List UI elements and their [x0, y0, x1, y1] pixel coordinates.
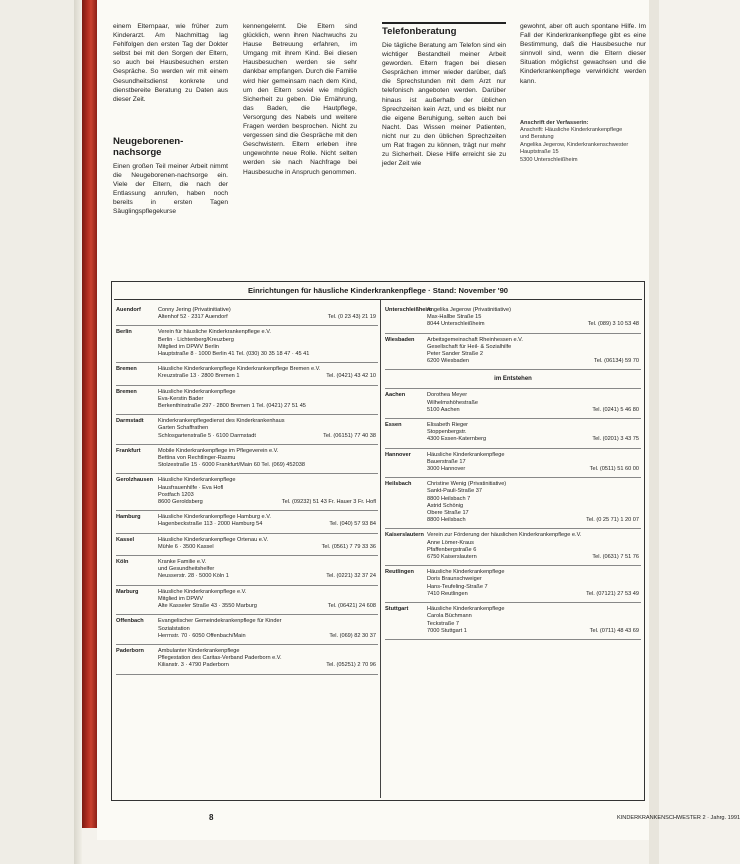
- entry-city: Bremen: [116, 388, 137, 395]
- entry-phone: Tel. (0 25 71) 1 20 07: [586, 517, 639, 524]
- author-address-line: und Beratung: [520, 134, 554, 141]
- entry-details: [158, 418, 378, 440]
- entry-phone: Tel. (089) 3 10 53 48: [587, 321, 639, 328]
- table-row: [116, 415, 378, 445]
- entry-line: Elisabeth Rieger: [427, 422, 469, 429]
- entry-line: Christine Wenig (Privatinitiative): [427, 481, 507, 488]
- entry-phone: Tel. (0241) 5 46 80: [592, 406, 639, 413]
- entry-details: [158, 477, 378, 506]
- entry-city: Essen: [385, 422, 402, 429]
- table-row: [116, 534, 378, 556]
- entry-city: Paderborn: [116, 647, 144, 654]
- table-row: [385, 603, 641, 640]
- entry-line: Mitglied im DPWV Berlin: [158, 343, 219, 350]
- entry-line: Mühle 6 · 3500 Kassel: [158, 543, 214, 550]
- journal-footer: KINDERKRANKENSCHWESTER 2 · Jahrg. 1991: [617, 815, 740, 821]
- article-column-2: [243, 22, 357, 177]
- entry-line: Eva-Kerstin Bader: [158, 395, 204, 402]
- table-row: [385, 566, 641, 603]
- entry-details: [158, 448, 378, 470]
- entry-line: Mobile Kinderkrankenpflege im Pflegeverein e.V.: [158, 447, 279, 454]
- entry-city: Kassel: [116, 536, 135, 543]
- entry-phone: Tel. (05251) 2 70 96: [326, 662, 376, 669]
- entry-line: 8044 Unterschleißheim: [427, 321, 485, 328]
- entry-city: Auendorf: [116, 307, 141, 313]
- entry-city: Bremen: [116, 366, 137, 373]
- entry-phone: Tel. (0711) 48 43 69: [589, 627, 639, 634]
- entry-line: 3000 Hannover: [427, 466, 466, 473]
- directory-table: [111, 281, 645, 801]
- table-row: [385, 478, 641, 529]
- entry-phone: Tel. (0 23 43) 21 19: [327, 314, 376, 321]
- author-address: [520, 120, 646, 164]
- entry-line: Schlosgartenstraße 5 · 6100 Darmstadt: [158, 432, 256, 439]
- table-row: [116, 556, 378, 586]
- entry-details: [427, 392, 641, 414]
- entry-line: Kranke Familie e.V.: [158, 559, 207, 566]
- entry-line: Angelika Jegerow (Privatinitiative): [427, 307, 511, 313]
- entry-details: [158, 589, 378, 611]
- table-row: [385, 449, 641, 479]
- scan-background: [0, 0, 74, 864]
- entry-line: 8800 Heilsbach 7: [427, 495, 471, 502]
- entry-details: [158, 307, 378, 321]
- entry-line: Berlin · Lichtenberg/Kreuzberg: [158, 336, 234, 343]
- entry-phone: Tel. (0421) 43 42 10: [326, 373, 376, 380]
- entry-line: 6200 Wiesbaden: [427, 358, 469, 365]
- entry-city: Berlin: [116, 329, 132, 336]
- entry-city: Stuttgart: [385, 606, 409, 613]
- entry-phone: Tel. (0201) 3 43 75: [592, 436, 639, 443]
- binding-spine: [82, 0, 97, 828]
- entry-line: Stoppenbergstr.: [427, 429, 467, 436]
- entry-details: [158, 648, 378, 670]
- entry-line: Bettina von Rechtlinger-Rasmu: [158, 455, 236, 462]
- page-shadow: [74, 0, 82, 864]
- entry-line: Arbeitsgemeinschaft Rheinhessen e.V.: [427, 336, 523, 343]
- entry-phone: Tel. (06421) 24 608: [327, 603, 376, 610]
- section-label: im Entstehen: [385, 370, 641, 389]
- entry-line: Gesellschaft für Heil- & Sozialhilfe: [427, 343, 512, 350]
- table-row: [116, 386, 378, 416]
- table-row: [385, 389, 641, 419]
- entry-phone: Tel. (069) 82 30 37: [329, 632, 376, 639]
- entry-line: Obere Straße 17: [427, 510, 469, 517]
- entry-details: [427, 452, 641, 474]
- table-title: Einrichtungen für häusliche Kinderkrankenpflege · Stand: November '90: [247, 286, 509, 295]
- table-row: [116, 326, 378, 363]
- entry-line: Evangelischer Gemeindekrankenpflege für Kinder: [158, 618, 282, 625]
- entry-details: [158, 389, 378, 411]
- entry-details: [427, 569, 641, 598]
- entry-line: Kreuzstraße 13 · 2800 Bremen 1: [158, 373, 240, 380]
- entry-line: Ambulanter Kinderkrankenpflege: [158, 647, 240, 654]
- entry-city: Aachen: [385, 392, 406, 399]
- entry-line: Teckstraße 7: [427, 620, 460, 627]
- entry-city: Unterschleißheim: [385, 307, 432, 313]
- entry-line: Sankt-Pauli-Straße 37: [427, 488, 483, 495]
- entry-phone: Tel. (0631) 7 51 76: [592, 554, 639, 561]
- entry-line: Astrid Schönig: [427, 502, 464, 509]
- entry-line: Doris Braunschweiger: [427, 576, 482, 583]
- entry-details: [158, 618, 378, 640]
- entry-line: Hauptstraße 8 · 1000 Berlin 41 Tel. (030) 30 35 18 47 · 45 41: [158, 351, 310, 358]
- entry-details: [427, 481, 641, 524]
- entry-line: Conny Jering (Privatinitiative): [158, 307, 231, 313]
- table-row: [385, 334, 641, 371]
- entry-line: Stolzestraße 15 · 6000 Frankfurt/Main 60 Tel. (069) 452038: [158, 462, 305, 469]
- entry-line: Häusliche Kinderkrankenpflege Ortenau e.V.: [158, 536, 269, 543]
- entry-details: [158, 329, 378, 358]
- entry-line: Neusserstr. 28 · 5000 Köln 1: [158, 573, 229, 580]
- entry-line: Häusliche Kinderkrankenpflege: [158, 477, 236, 484]
- entry-line: Hans-Teufeling-Straße 7: [427, 583, 488, 590]
- author-address-line: 5300 Unterschleißheim: [520, 156, 578, 163]
- entry-city: Frankfurt: [116, 447, 141, 454]
- entry-line: Anne Lömer-Kraus: [427, 539, 474, 546]
- article-paragraph: einem Elternpaar, wie früher zum Kinderarzt. Am Nachmittag lag Fehlfolgen den ersten Tag der Dokter selbst bei mit den Sorgen der Eltern, so auch bei Hausbesuchen ersten Gespräche. So werden wir mit einem Gesundheitsdienst konkrete und dienstbereite Beratung zu Daten aus dieser Zeit.: [113, 23, 228, 103]
- entry-phone: Tel. (07121) 27 53 49: [586, 590, 639, 597]
- entry-details: [427, 422, 641, 444]
- article-paragraph: Die tägliche Beratung am Telefon sind ein wichtiger Bestandteil meiner Arbeit geworden. Eltern fragen bei diesen Gesprächen immer wieder darüber, daß die Sprechstunden mit dem Arzt nur telefonisch angeboten werden. Darüber hinaus ist außerhalb der üblichen Sprechzeiten kein Arzt, und es bleibt nur die eigene Beruhigung, selten auch bei Nacht. Das Wissen meiner Patienten, nicht nur zu den üblichen Sprechzeiten um Rat fragen zu können, trägt nur mehr zu Sicherheit. Diese Hilfe erreicht sie zu jeder Zeit wie: [382, 42, 506, 168]
- entry-phone: Tel. (040) 57 93 84: [329, 521, 376, 528]
- section-heading: Neugeborenen-nachsorge: [113, 135, 184, 158]
- entry-line: Peter Sander Straße 2: [427, 351, 483, 358]
- article-paragraph: gewohnt, aber oft auch spontane Hilfe. Im Fall der Kinderkrankenpflege gibt es eine Bestimmung, daß die Hausbesuche nur sinnvoll sind, wenn die Eltern dieser Situation möglichst gewachsen und die Kinderkrankenpflege verwirklicht werden kann.: [520, 23, 646, 85]
- page-number: 8: [209, 813, 214, 822]
- entry-line: Carola Büchmann: [427, 613, 472, 620]
- author-address-line: Hauptstraße 15: [520, 149, 559, 156]
- entry-line: Wilhelmshöhestraße: [427, 399, 478, 406]
- entry-line: Max-Hallbe Straße 15: [427, 314, 482, 321]
- article-column-3: [382, 22, 506, 168]
- entry-city: Reutlingen: [385, 569, 414, 576]
- table-column-divider: [380, 300, 381, 798]
- entry-line: Garten Schaffrathen: [158, 425, 209, 432]
- entry-line: Mitglied im DPWV: [158, 595, 204, 602]
- table-row: [385, 419, 641, 449]
- author-address-line: Angelika Jegerow, Kinderkrankenschwester: [520, 141, 629, 148]
- entry-line: Häusliche Kinderkrankenpflege Kinderkrankenpflege Bremen e.V.: [158, 366, 321, 373]
- article-paragraph: Einen großen Teil meiner Arbeit nimmt die Neugeborenen-nachsorge ein. Viele der Eltern, die nach der Entlassung anrufen, haben noch bereits in ersten Tagen Säuglingspflegekurse: [113, 162, 228, 216]
- entry-phone: Tel. (0511) 51 60 00: [589, 466, 639, 473]
- entry-line: Häusliche Kinderkrankenpflege: [427, 569, 505, 576]
- entry-city: Marburg: [116, 588, 139, 595]
- entry-city: Offenbach: [116, 618, 144, 625]
- table-row: [116, 615, 378, 645]
- entry-line: Postfach 1203: [158, 491, 194, 498]
- entry-line: Häusliche Kinderkrankenpflege: [158, 388, 236, 395]
- table-row: [385, 529, 641, 566]
- entry-line: Verein zur Förderung der häuslichen Kinderkrankenpflege e.V.: [427, 532, 582, 539]
- entry-city: Heilsbach: [385, 481, 412, 488]
- table-row: [116, 511, 378, 533]
- author-address-title: Anschrift der Verfasserin:: [520, 119, 589, 126]
- entry-city: Hamburg: [116, 514, 141, 521]
- article-column-1: [113, 22, 228, 216]
- table-right-column: [385, 304, 641, 640]
- entry-phone: Tel. (0221) 32 37 24: [326, 573, 376, 580]
- entry-line: Sozialstation: [158, 625, 190, 632]
- entry-line: Häusliche Kinderkrankenpflege Hamburg e.V.: [158, 514, 271, 521]
- table-row: [116, 445, 378, 475]
- entry-phone: Tel. (09232) 51 43 Fr. Hauer 3 Fr. Hofl: [281, 499, 376, 506]
- table-row: [385, 304, 641, 334]
- entry-line: 4300 Essen-Katernberg: [427, 436, 487, 443]
- entry-details: [158, 366, 378, 380]
- entry-city: Darmstadt: [116, 418, 144, 425]
- entry-city: Wiesbaden: [385, 336, 415, 343]
- table-row: [116, 304, 378, 326]
- entry-details: [427, 337, 641, 366]
- article-column-4: [520, 22, 646, 164]
- entry-line: Altenhof 52 · 2317 Auendorf: [158, 314, 228, 321]
- entry-city: Kaiserslautern: [385, 532, 424, 539]
- entry-line: Alte Kasseler Straße 43 · 3550 Marburg: [158, 603, 257, 610]
- entry-line: Hagenbeckstraße 113 · 2000 Hamburg 54: [158, 521, 263, 528]
- entry-line: Verein für häusliche Kinderkrankenpflege e.V.: [158, 329, 271, 336]
- entry-line: 6750 Kaiserslautern: [427, 554, 477, 561]
- table-title-rule: [114, 299, 642, 300]
- entry-line: Häusliche Kinderkrankenpflege: [427, 606, 505, 613]
- table-row: [116, 586, 378, 616]
- entry-phone: Tel. (06134) 59 70: [593, 358, 639, 365]
- entry-line: Berkenthinstraße 297 · 2800 Bremen 1 Tel. (0421) 27 51 45: [158, 403, 306, 410]
- entry-line: 8600 Geroldsberg: [158, 499, 203, 506]
- section-heading: Telefonberatung: [382, 22, 506, 37]
- table-row: [116, 474, 378, 511]
- entry-details: [427, 606, 641, 635]
- entry-phone: Tel. (06151) 77 40 38: [323, 432, 376, 439]
- entry-line: Pfaffenbergstraße 6: [427, 546, 477, 553]
- entry-line: 7410 Reutlingen: [427, 590, 468, 597]
- entry-line: 8800 Heilsbach: [427, 517, 466, 524]
- table-left-column: [116, 304, 378, 675]
- entry-details: [158, 559, 378, 581]
- document-page: [97, 0, 740, 840]
- entry-line: Kinderkrankenpflegedienst des Kinderkrankenhaus: [158, 418, 285, 425]
- entry-line: Kilianstr. 3 · 4790 Paderborn: [158, 662, 229, 669]
- article-paragraph: kennengelernt. Die Eltern sind glücklich, wenn ihren Nachwuchs zu Hause Betreuung erfahren, im Umgang mit ihrem Kind. Bei diesen Hausbesuchen werden sie sehr dankbar empfangen. Durch die Familie wird hier gemeinsam nach dem Kind, um den Eltern soviel wie möglich Sicherheit zu geben. Die Ernährung, das Baden, die Hautpflege, Versorgung des Nabels und weitere Fragen werden besprochen. Nicht zu vergessen sind die Gespräche mit den Geschwistern. Eltern erleben ihre ungewohnte neue Rolle. Nicht selten werden sie nach Nachfrage bei Hausbesuche in Anspruch genommen.: [243, 23, 357, 176]
- entry-city: Hannover: [385, 451, 411, 458]
- entry-line: Herrnstr. 70 · 6050 Offenbach/Main: [158, 632, 246, 639]
- entry-details: [158, 514, 378, 528]
- entry-city: Gerolzhausen: [116, 477, 153, 484]
- entry-line: Häusliche Kinderkrankenpflege: [427, 451, 505, 458]
- entry-line: Hausfrauenhilfe · Eva Hofl: [158, 484, 224, 491]
- entry-details: [427, 532, 641, 561]
- entry-line: 5100 Aachen: [427, 406, 460, 413]
- entry-line: 7000 Stuttgart 1: [427, 627, 467, 634]
- entry-details: [158, 537, 378, 551]
- entry-details: [427, 307, 641, 329]
- entry-line: und Gesundheitshelfer: [158, 566, 215, 573]
- scan-right-edge: [649, 0, 659, 864]
- table-row: [116, 645, 378, 675]
- table-row: [116, 363, 378, 385]
- entry-line: Bauerstraße 17: [427, 458, 466, 465]
- entry-phone: Tel. (0561) 7 79 33 36: [321, 543, 376, 550]
- entry-line: Pflegestation des Caritas-Verband Paderborn e.V.: [158, 655, 282, 662]
- entry-city: Köln: [116, 559, 129, 566]
- entry-line: Häusliche Kinderkrankenpflege e.V.: [158, 588, 247, 595]
- entry-line: Dorothea Meyer: [427, 392, 468, 399]
- author-address-line: Anschrift: Häusliche Kinderkrankenpflege: [520, 127, 623, 134]
